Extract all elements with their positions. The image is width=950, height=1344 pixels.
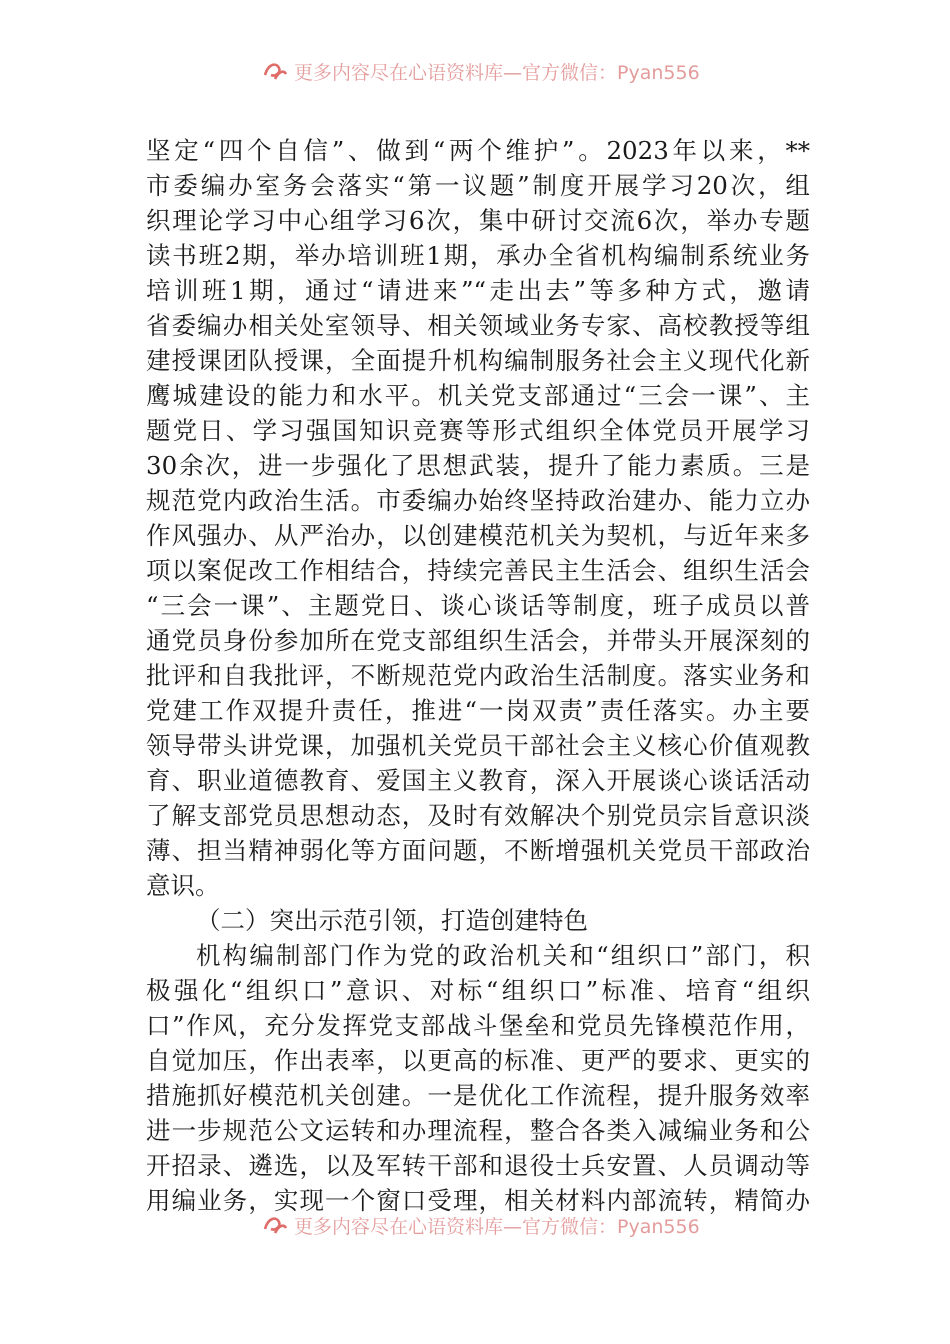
text-line: 规范党内政治生活。市委编办始终坚持政治建办、能力立办 [146, 486, 810, 515]
text-line: 题党日、学习强国知识竞赛等形式组织全体党员开展学习 [146, 416, 810, 445]
text-line: 培训班1期，通过“请进来”“走出去”等多种方式，邀请 [146, 276, 810, 305]
section-heading: （二）突出示范引领，打造创建特色 [196, 906, 588, 935]
watermark-footer [262, 1210, 700, 1240]
text-line: 读书班2期，举办培训班1期，承办全省机构编制系统业务 [146, 241, 810, 270]
text-line: 进一步规范公文运转和办理流程，整合各类入减编业务和公 [146, 1116, 810, 1145]
text-line: 自觉加压，作出表率，以更高的标准、更严的要求、更实的 [146, 1046, 810, 1075]
text-line: 机构编制部门作为党的政治机关和“组织口”部门，积 [196, 941, 810, 970]
document-body [146, 133, 810, 1218]
text-line: 30余次，进一步强化了思想武装，提升了能力素质。三是 [146, 451, 810, 480]
text-line: 措施抓好模范机关创建。一是优化工作流程，提升服务效率 [146, 1081, 810, 1110]
text-line: 鹰城建设的能力和水平。机关党支部通过“三会一课”、主 [146, 381, 810, 410]
watermark-header [262, 56, 700, 86]
text-line: 薄、担当精神弱化等方面问题，不断增强机关党员干部政治 [146, 836, 810, 865]
text-line: 建授课团队授课，全面提升机构编制服务社会主义现代化新 [146, 346, 810, 375]
text-line: 育、职业道德教育、爱国主义教育，深入开展谈心谈话活动 [146, 766, 810, 795]
watermark-text: 更多内容尽在心语资料库—官方微信：Pyan556 [294, 1215, 700, 1238]
text-line: 织理论学习中心组学习6次，集中研讨交流6次，举办专题 [146, 206, 810, 235]
text-line: 了解支部党员思想动态，及时有效解决个别党员宗旨意识淡 [146, 801, 810, 830]
watermark-text: 更多内容尽在心语资料库—官方微信：Pyan556 [294, 61, 700, 84]
text-line: 作风强办、从严治办，以创建模范机关为契机，与近年来多 [146, 521, 810, 550]
text-line: 坚定“四个自信”、做到“两个维护”。2023年以来，** [146, 136, 810, 165]
text-line: 省委编办相关处室领导、相关领域业务专家、高校教授等组 [146, 311, 810, 340]
text-line: 口”作风，充分发挥党支部战斗堡垒和党员先锋模范作用， [146, 1011, 810, 1040]
text-line: 意识。 [146, 871, 220, 900]
watermark-logo-icon [262, 60, 288, 82]
watermark-logo-icon [262, 1214, 288, 1236]
text-line: 用编业务，实现一个窗口受理，相关材料内部流转，精简办 [146, 1186, 810, 1215]
text-line: “三会一课”、主题党日、谈心谈话等制度，班子成员以普 [146, 591, 810, 620]
text-line: 极强化“组织口”意识、对标“组织口”标准、培育“组织 [146, 976, 810, 1005]
text-line: 开招录、遴选，以及军转干部和退役士兵安置、人员调动等 [146, 1151, 810, 1180]
text-line: 批评和自我批评，不断规范党内政治生活制度。落实业务和 [146, 661, 810, 690]
text-line: 项以案促改工作相结合，持续完善民主生活会、组织生活会 [146, 556, 810, 585]
text-line: 领导带头讲党课，加强机关党员干部社会主义核心价值观教 [146, 731, 810, 760]
text-line: 通党员身份参加所在党支部组织生活会，并带头开展深刻的 [146, 626, 810, 655]
text-line: 党建工作双提升责任，推进“一岗双责”责任落实。办主要 [146, 696, 810, 725]
text-line: 市委编办室务会落实“第一议题”制度开展学习20次，组 [146, 171, 810, 200]
